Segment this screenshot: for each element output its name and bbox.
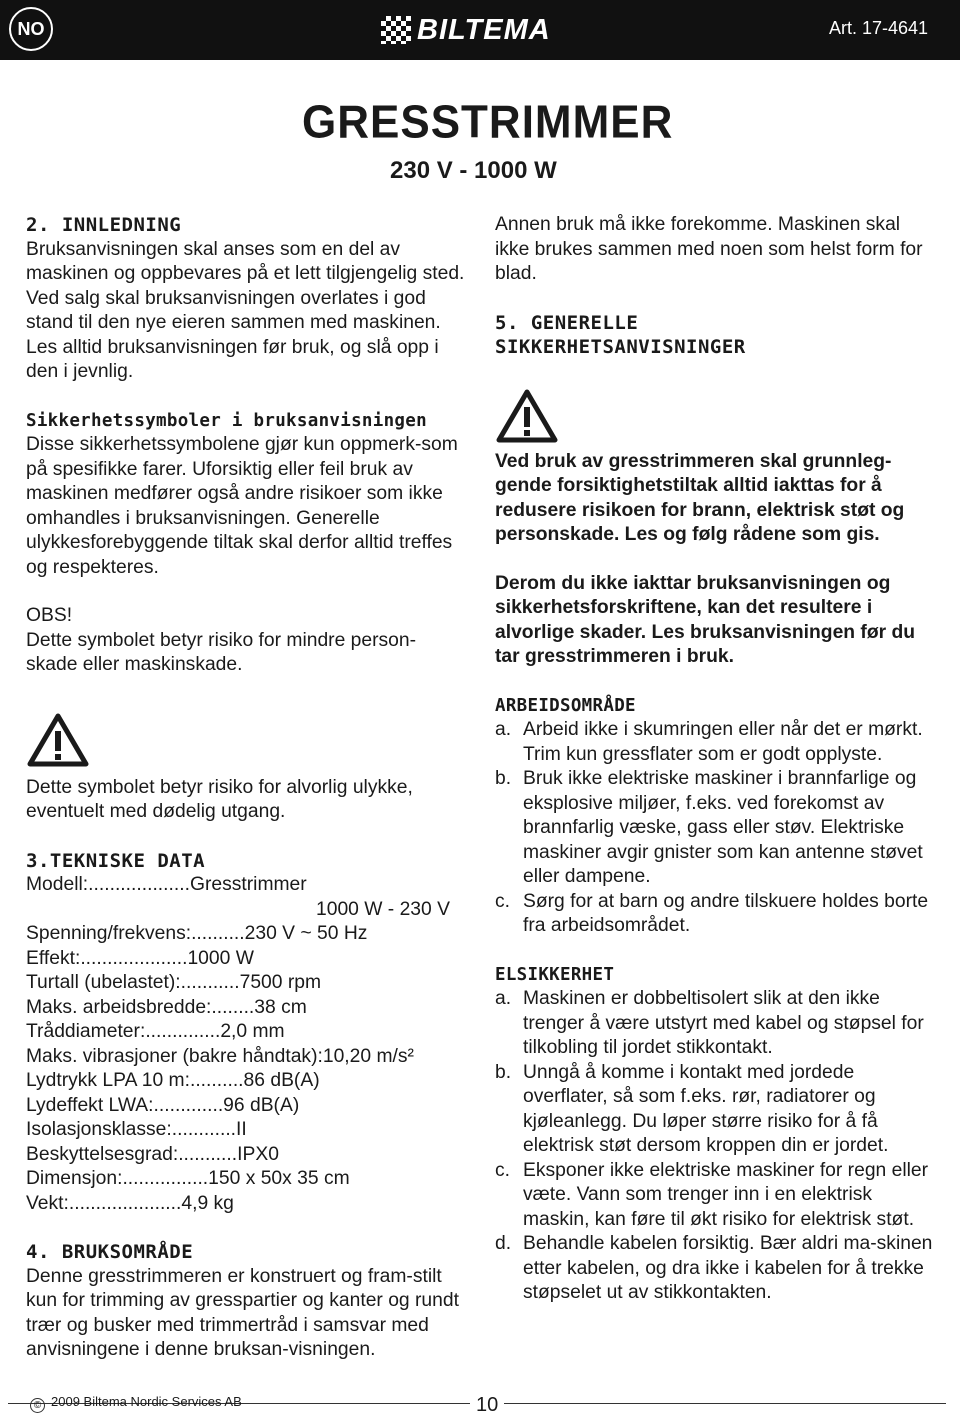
list-item-marker: d. [495,1233,512,1254]
tech-label: Dimensjon: [26,1168,123,1189]
tech-value: 230 V ~ 50 Hz [244,923,368,944]
obs-text: Dette symbolet betyr risiko for mindre person-skade eller maskinskade. [26,629,417,675]
tech-leader-dots: ..................... [68,1192,182,1214]
symbols-heading: Sikkerhetssymboler i bruksanvisningen [26,410,427,431]
list-item [495,987,935,1061]
page-title: GRESSTRIMMER [302,96,674,149]
tech-leader-dots: .................... [80,947,188,969]
work-area-heading: ARBEIDSOMRÅDE [495,695,636,716]
tech-leader-dots: ........... [178,1143,238,1165]
list-item [495,718,935,767]
tech-leader-dots: ................... [88,874,190,895]
list-item-text: Maskinen er dobbeltisolert slik at den ikke trenger å være utstyrt med kabel og støpsel for tilkobling til jordet stikkontakt. [523,988,924,1058]
list-item [495,1061,935,1159]
tech-leader-dots: ................ [122,1168,209,1189]
warning-text: Dette symbolet betyr risiko for alvorlig ulykke, eventuelt med dødelig utgang. [26,776,413,822]
tech-leader-dots: ........ [211,996,255,1018]
tech-leader-dots: ............ [171,1119,237,1140]
tech-value: 4,9 kg [181,1192,234,1214]
tech-leader-dots: .......... [191,923,245,944]
tech-row [26,1143,466,1168]
tech-label: Effekt: [26,947,81,969]
tech-value: II [236,1119,247,1140]
tech-row [26,1045,466,1070]
tech-value: 1000 W - 230 V [316,898,450,920]
tech-leader-dots: .............. [145,1021,221,1042]
safety-bold-text-1: Ved bruk av gresstrimmeren skal grunnleg-gende forsiktighetstiltak alltid iakttas for å redusere risikoen for brann, elektrisk støt og personskade. Les og følg rådene som gis. [495,450,905,545]
tech-row [26,1020,466,1045]
tech-label: Spenning/frekvens: [26,923,192,944]
tech-label: Modell: [26,874,89,895]
obs-heading: OBS! [26,605,73,626]
left-column [26,213,466,1363]
tech-row [26,1069,466,1094]
tech-leader-dots: ............. [153,1094,224,1116]
tech-heading: 3.TEKNISKE DATA [26,849,206,872]
header-bar [0,0,960,60]
tech-row [26,1167,466,1192]
tech-label: Tråddiameter: [26,1021,146,1042]
warning-triangle-icon [495,388,559,444]
tech-value: Gresstrimmer [189,874,307,895]
tech-label: Vekt: [26,1192,69,1214]
list-item [495,1159,935,1233]
list-item-marker: a. [495,988,512,1009]
language-badge: NO [9,7,53,51]
tech-label: Maks. vibrasjoner (bakre håndtak): [26,1045,323,1067]
warning-triangle-icon [26,712,90,768]
safety-bold-text-2: Derom du ikke iakttar bruksanvisningen og sikkerhetsforskriftene, kan det resultere i alvorlige skader. Les bruksanvisningen før du tar gresstrimmeren i bruk. [495,572,916,667]
tech-value: 150 x 50x 35 cm [208,1168,350,1189]
copyright-text: 2009 Biltema Nordic Services AB [51,1394,242,1409]
tech-row [26,873,466,898]
list-item [495,890,935,939]
tech-label: Maks. arbeidsbredde: [26,996,212,1018]
tech-data-table [26,873,466,1216]
use-text: Denne gresstrimmeren er konstruert og fram-stilt kun for trimming av gresspartier og kanter og rundt trær og busker med trimmertråd i samsvar med anvisningene i denne bruksan-visningen. [26,1265,459,1360]
tech-row [26,996,466,1021]
tech-value: 1000 W [187,947,254,969]
tech-label: Turtall (ubelastet): [26,972,181,993]
tech-value: 96 dB(A) [223,1094,300,1116]
list-item-marker: b. [495,768,512,789]
tech-label: Lydeffekt LWA: [26,1094,154,1116]
tech-label: Beskyttelsesgrad: [26,1143,179,1165]
checker-flag-icon [381,16,411,44]
symbols-text: Disse sikkerhetssymbolene gjør kun oppmerk-som på spesifikke farer. Uforsiktig eller feil bruk av maskinen medfører også andre risikoer som ikke omhandles i bruksanvisningen. Generelle ulykkesforebyggende tiltak skal derfor alltid treffes og respekteres. [26,434,458,578]
tech-row [26,898,466,923]
tech-leader-dots: .......... [189,1070,244,1091]
list-item [495,767,935,890]
list-item-text: Arbeid ikke i skumringen eller når det er mørkt. Trim kun gressflater som er godt opplyste. [523,719,923,765]
tech-row [26,1192,466,1217]
tech-row [26,1094,466,1119]
list-item-marker: b. [495,1061,512,1083]
page-number: 10 [470,1394,504,1417]
intro-heading: 2. INNLEDNING [26,214,182,236]
list-item-marker: c. [495,890,510,912]
general-heading-line2: SIKKERHETSANVISNINGER [495,336,746,358]
general-heading-line1: 5. GENERELLE [495,311,639,334]
tech-label: Lydtrykk LPA 10 m: [26,1070,190,1091]
right-column [495,213,935,1306]
list-item-text: Bruk ikke elektriske maskiner i brannfarlige og eksplosive miljøer, f.eks. ved forekomst av brannfarlig væske, gass eller støv. Elektriske maskiner avgir gnister som kan antenne støvet eller dampene. [523,768,923,887]
tech-value: IPX0 [237,1143,279,1165]
tech-value: 10,20 m/s² [322,1045,414,1067]
tech-label: Isolasjonsklasse: [26,1119,172,1140]
tech-row [26,1118,466,1143]
copyright-icon: © [30,1398,45,1413]
use-heading: 4. BRUKSOMRÅDE [26,1241,194,1263]
list-item-text: Sørg for at barn og andre tilskuere holdes borte fra arbeidsområdet. [523,890,929,936]
list-item-marker: a. [495,719,512,740]
other-use-text: Annen bruk må ikke forekomme. Maskinen skal ikke brukes sammen med noen som helst form for blad. [495,214,923,284]
tech-value: 2,0 mm [220,1021,285,1042]
list-item-text: Unngå å komme i kontakt med jordede overflater, så som f.eks. rør, radiatorer og kjøleanlegg. Du løper større risiko for å få elektrisk støt dersom kroppen din er jordet. [523,1061,889,1156]
list-item [495,1232,935,1306]
list-item-text: Eksponer ikke elektriske maskiner for regn eller væte. Vann som trenger inn i en elektrisk maskin, kan føre til økt risiko for elektrisk støt. [523,1159,929,1230]
tech-row [26,947,466,972]
tech-row [26,922,466,947]
list-item-text: Behandle kabelen forsiktig. Bær aldri ma-skinen etter kabelen, og dra ikke i kabelen for å trekke støpselet ut av stikkontakten. [523,1233,933,1303]
tech-leader-dots: ........... [180,972,240,993]
tech-row [26,971,466,996]
intro-text: Bruksanvisningen skal anses som en del av maskinen og oppbevares på et lett tilgjengelig sted. Ved salg skal bruksanvisningen overlates i god stand til den nye eieren sammen med maskinen. Les alltid bruksanvisningen før bruk, og slå opp i den i jevnlig. [26,238,465,382]
electrical-safety-heading: ELSIKKERHET [495,964,615,985]
brand-logo [381,14,551,46]
tech-value: 38 cm [254,996,307,1018]
page-subtitle: 230 V - 1000 W [390,157,557,184]
brand-name: BILTEMA [417,13,551,46]
tech-value: 7500 rpm [239,972,322,993]
article-number: Art. 17-4641 [828,18,928,38]
work-area-list [495,718,935,939]
list-item-marker: c. [495,1159,510,1181]
footer-copyright [30,1394,242,1413]
electrical-safety-list [495,987,935,1306]
tech-value: 86 dB(A) [243,1070,320,1091]
